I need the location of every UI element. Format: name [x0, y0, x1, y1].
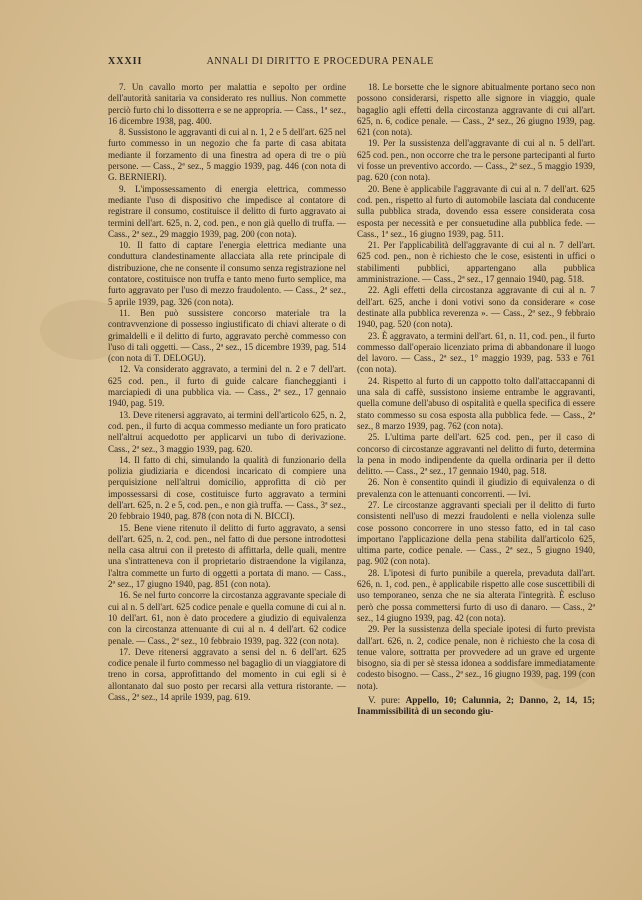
legal-entry: 8. Sussistono le aggravanti di cui al n. 1, 2 e 5 dell'art. 625 nel furto commesso in un negozio che fa parte di casa abitata mediante il forzamento di una finestra ad opera di tre o più persone. — Cass., 2ª sez., 5 maggio 1939, pag. 446 (con nota di G. BERNIERI). [108, 127, 346, 183]
left-column [108, 82, 346, 719]
legal-entry: 25. L'ultima parte dell'art. 625 cod. pen., per il caso di concorso di circostanze aggravanti nel delitto di furto, determina la pena in modo indipendente da quella ordinaria per il detto delitto. — Cass., 2ª sez., 17 gennaio 1940, pag. 518. [357, 432, 595, 477]
legal-entry: 22. Agli effetti della circostanza aggravante di cui al n. 7 dell'art. 625, anche i doni votivi sono da considerare « cose destinate alla pubblica reverenza ». — Cass., 2ª sez., 9 febbraio 1940, pag. 520 (con nota). [357, 285, 595, 330]
legal-entry: 16. Se nel furto concorre la circostanza aggravante speciale di cui al n. 5 dell'art. 625 codice penale e quella comune di cui al n. 10 dell'art. 61, non è dato procedere a giudizio di equivalenza con la circostanza attenuante di cui al n. 4 dell'art. 62 codice penale. — Cass., 2ª sez., 10 febbraio 1939, pag. 322 (con nota). [108, 590, 346, 646]
text-columns [108, 82, 595, 719]
legal-entry: 9. L'impossessamento di energia elettrica, commesso mediante l'uso di dispositivo che impedisce al contatore di registrare il consumo, costituisce il delitto di furto aggravato ai termini dell'art. 625, n. 2, cod. pen., e non già quello di truffa. — Cass., 2ª sez., 29 maggio 1939, pag. 200 (con nota). [108, 183, 346, 239]
legal-entry: 24. Rispetto al furto di un cappotto tolto dall'attaccapanni di una sala di caffè, sussistono insieme entrambe le aggravanti, quella comune dell'abuso di ospitalità e quella specifica di essere stato commesso su cosa esposta alla pubblica fede. — Cass., 2ª sez., 8 marzo 1939, pag. 762 (con nota). [357, 375, 595, 431]
legal-entry: 12. Va considerato aggravato, a termini del n. 2 e 7 dell'art. 625 cod. pen., il furto di guide calcare fiancheggianti i marciapiedi di una pubblica via. — Cass., 2ª sez., 17 gennaio 1940, pag. 519. [108, 364, 346, 409]
legal-entry: 20. Bene è applicabile l'aggravante di cui al n. 7 dell'art. 625 cod. pen., rispetto al furto di automobile lasciata dal conducente sulla pubblica strada, dovendo essa essere considerata cosa esposta per necessità e per consuetudine alla pubblica fede. — Cass., 1ª sez., 16 giugno 1939, pag. 511. [357, 183, 595, 239]
legal-entry: 14. Il fatto di chi, simulando la qualità di funzionario della polizia giudiziaria e dicendosi incaricato di compiere una perquisizione nell'altrui domicilio, approfitta di ciò per impossessarsi di cose, costituisce furto aggravato a termini dell'art. 625, n. 2 e 5, cod. pen., e non già truffa. — Cass., 3ª sez., 20 febbraio 1940, pag. 878 (con nota di N. BICCI). [108, 454, 346, 522]
legal-entry: 7. Un cavallo morto per malattia e sepolto per ordine dell'autorità sanitaria va considerato res nullius. Non commette perciò furto chi lo dissotterra e se ne appropria. — Cass., 1ª sez., 16 dicembre 1938, pag. 400. [108, 82, 346, 126]
legal-entry: 19. Per la sussistenza dell'aggravante di cui al n. 5 dell'art. 625 cod. pen., non occorre che tra le persone partecipanti al furto vi fosse un preventivo accordo. — Cass., 2ª sez., 5 maggio 1939, pag. 620 (con nota). [357, 138, 595, 183]
see-also-prefix: V. pure: [368, 696, 401, 707]
legal-entry: 27. Le circostanze aggravanti speciali per il delitto di furto consistenti nell'uso di mezzi fraudolenti e nella violenza sulle cose possono concorrere in uno stesso fatto, ed in tal caso importano l'applicazione della pena stabilita dall'articolo 625, ultima parte, codice penale. — Cass., 2ª sez., 5 giugno 1940, pag. 902 (con nota). [357, 499, 595, 567]
page-header [108, 56, 480, 67]
legal-entry: 15. Bene viene ritenuto il delitto di furto aggravato, a sensi dell'art. 625, n. 2, cod. pen., nel fatto di due persone introdottesi nella casa altrui con il pretesto di affittarla, delle quali, mentre una s'intratteneva con il proprietario distraendone la vigilanza, l'altra commette un furto di oggetti a portata di mano. — Cass., 2ª sez., 17 giugno 1940, pag. 851 (con nota). [108, 522, 346, 590]
legal-entry: 23. È aggravato, a termini dell'art. 61, n. 11, cod. pen., il furto commesso dall'operaio licenziato prima di abbandonare il luogo del lavoro. — Cass., 2ª sez., 1° maggio 1939, pag. 533 e 761 (con nota). [357, 330, 595, 375]
running-title: ANNALI DI DIRITTO E PROCEDURA PENALE [206, 56, 434, 67]
page-number: XXXII [108, 56, 143, 67]
legal-entry: 18. Le borsette che le signore abitualmente portano seco non possono considerarsi, rispetto alle signore in viaggio, quale bagaglio agli effetti della circostanza aggravante di cui all'art. 625, n. 6, codice penale. — Cass., 2ª sez., 26 giugno 1939, pag. 621 (con nota). [357, 82, 595, 138]
legal-entry: 11. Ben può sussistere concorso materiale tra la contravvenzione di possesso ingiustificato di chiavi alterate o di grimaldelli e il delitto di furto, aggravato perchè commesso con l'uso di tali oggetti. — Cass., 2ª sez., 15 dicembre 1939, pag. 514 (con nota di T. DELOGU). [108, 307, 346, 364]
legal-entry: 17. Deve ritenersi aggravato a sensi del n. 6 dell'art. 625 codice penale il furto commesso nel bagaglio di un viaggiatore di treno in corsa, approfittando del momento in cui egli si è allontanato dal suo posto per recarsi alla vettura ristorante. — Cass., 2ª sez., 14 aprile 1939, pag. 619. [108, 646, 346, 703]
legal-entry: 26. Non è consentito quindi il giudizio di equivalenza o di prevalenza con le attenuanti concorrenti. — Ivi. [357, 477, 595, 499]
legal-entry: 28. L'ipotesi di furto punibile a querela, prevaduta dall'art. 626, n. 1, cod. pen., è applicabile rispetto alle cose suscettibili di uso temporaneo, senza che ne sia alterata l'integrità. È escluso però che possa commettersi furto di uso di danaro. — Cass., 2ª sez., 14 giugno 1939, pag. 42 (con nota). [357, 567, 595, 623]
legal-entry: 10. Il fatto di captare l'energia elettrica mediante una conduttura clandestinamente allacciata alla rete principale di distribuzione, che ne consente il consumo senza registrazione nel contatore, costituisce non truffa e tanto meno furto semplice, ma furto aggravato per l'uso di mezzo fraudolento. — Cass., 2ª sez., 5 aprile 1939, pag. 326 (con nota). [108, 240, 346, 307]
right-column [357, 82, 595, 719]
see-also-text: Appello, 10; Calunnia, 2; Danno, 2, 14, 15; Inammissibilità di un secondo giu- [357, 696, 595, 718]
legal-entry: 29. Per la sussistenza della speciale ipotesi di furto prevista dall'art. 626, n. 2, codice penale, non è richiesto che la cosa di tenue valore, sottratta per provvedere ad un grave ed urgente bisogno, sia di per sè stessa idonea a soddisfare immediatamente codesto bisogno. — Cass., 2ª sez., 16 giugno 1939, pag. 199 (con nota). [357, 624, 595, 691]
see-also [357, 696, 595, 719]
legal-entry: 13. Deve ritenersi aggravato, ai termini dell'articolo 625, n. 2, cod. pen., il furto di acqua commesso mediante un foro praticato nell'altrui acquedotto per applicarvi un tubo di derivazione. Cass., 2ª sez., 3 maggio 1939, pag. 620. [108, 409, 346, 454]
legal-entry: 21. Per l'applicabilità dell'aggravante di cui al n. 7 dell'art. 625 cod. pen., non è richiesto che le cose, esistenti in uffici o stabilimenti pubblici, appartengano alla pubblica amministrazione. — Cass., 2ª sez., 17 gennaio 1940, pag. 518. [357, 240, 595, 285]
